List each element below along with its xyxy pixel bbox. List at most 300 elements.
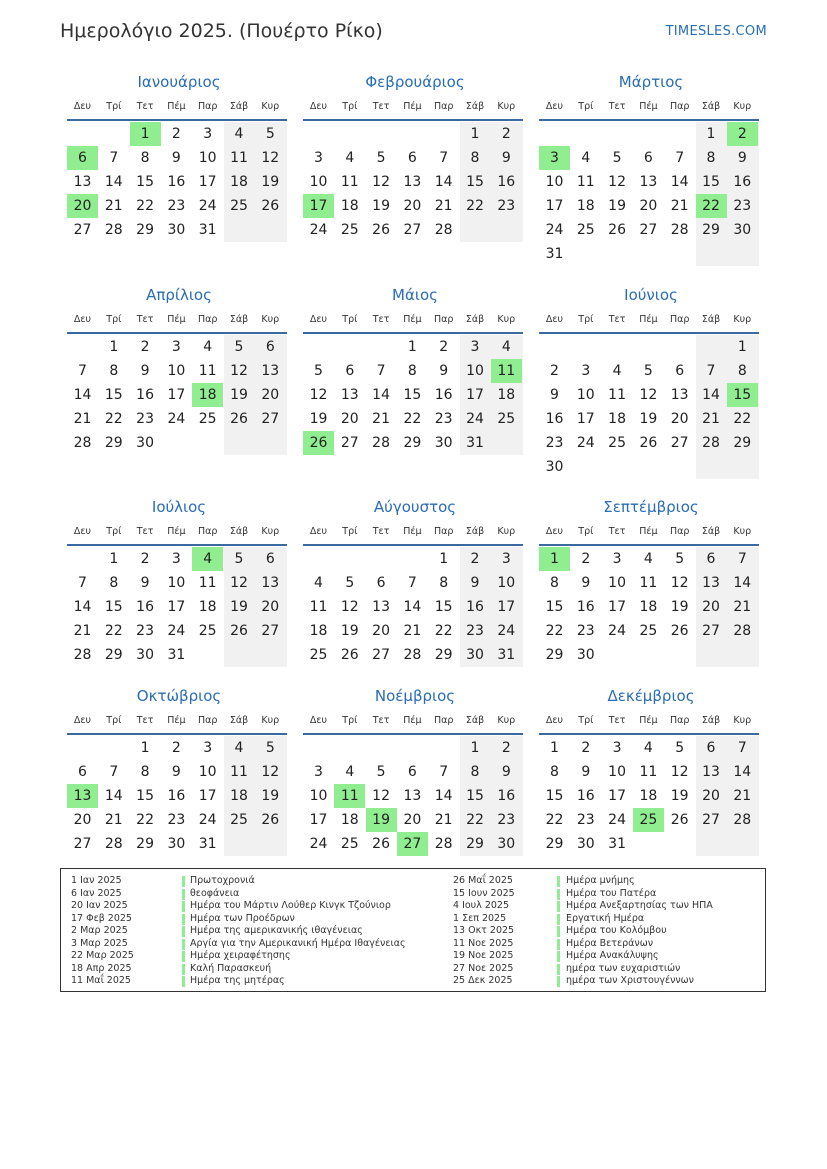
day-cell: 3 bbox=[314, 764, 323, 780]
day-cell: 31 bbox=[167, 647, 186, 663]
day-cell: 28 bbox=[434, 222, 453, 238]
day-cell: 12 bbox=[670, 575, 689, 591]
day-cell: 20 bbox=[639, 198, 658, 214]
day-cell: 2 bbox=[439, 339, 449, 355]
day-cell: 10 bbox=[497, 575, 516, 591]
day-cell: 24 bbox=[608, 812, 626, 828]
weekday-label: Σάβ bbox=[465, 715, 485, 726]
day-cell: 11 bbox=[639, 575, 658, 591]
legend-holiday-name: Ημέρα Ανακάλυψης bbox=[566, 950, 659, 961]
day-cell: 15 bbox=[466, 174, 484, 190]
day-cell: 26 bbox=[261, 812, 280, 828]
legend-date: 1 Ιαν 2025 bbox=[71, 875, 122, 886]
day-cell: 2 bbox=[140, 551, 150, 567]
day-cell: 4 bbox=[314, 575, 323, 591]
day-cell: 8 bbox=[706, 150, 716, 166]
day-cell: 14 bbox=[733, 764, 752, 780]
day-cell: 21 bbox=[372, 411, 390, 427]
day-cell: 27 bbox=[73, 836, 92, 852]
day-cell: 4 bbox=[643, 740, 653, 756]
day-cell: 15 bbox=[466, 788, 484, 804]
day-cell: 25 bbox=[230, 198, 248, 214]
month-divider bbox=[539, 733, 759, 735]
day-cell: 8 bbox=[140, 150, 150, 166]
legend-holiday-name: Αργία για την Αμερικανική Ημέρα Ιθαγένειας bbox=[190, 937, 406, 949]
day-cell: 8 bbox=[109, 363, 119, 379]
legend-marker bbox=[182, 951, 185, 962]
holiday-cell: 27 bbox=[397, 832, 428, 856]
day-cell: 3 bbox=[470, 339, 480, 355]
day-cell: 15 bbox=[434, 599, 453, 615]
weekday-label: Τετ bbox=[136, 101, 154, 112]
legend-marker bbox=[182, 876, 185, 887]
weekday-label: Κυρ bbox=[261, 526, 280, 537]
day-cell: 15 bbox=[104, 599, 123, 615]
weekday-label: Σάβ bbox=[229, 526, 249, 537]
day-cell: 2 bbox=[581, 551, 591, 567]
day-cell: 22 bbox=[104, 623, 123, 639]
day-cell: 25 bbox=[309, 647, 328, 663]
month-divider bbox=[67, 733, 287, 735]
legend-holiday-name: Εργατική Ημέρα bbox=[566, 912, 645, 924]
day-cell: 5 bbox=[265, 126, 275, 142]
day-cell: 19 bbox=[230, 387, 248, 403]
month-name: Νοέμβριος bbox=[374, 687, 456, 705]
weekday-label: Κυρ bbox=[261, 101, 280, 112]
day-cell: 15 bbox=[545, 788, 564, 804]
day-cell: 26 bbox=[639, 435, 658, 451]
legend-holiday-name: Ημέρα του Κολόμβου bbox=[566, 925, 667, 936]
weekday-label: Σάβ bbox=[465, 314, 485, 325]
day-cell: 1 bbox=[140, 740, 150, 756]
day-cell: 26 bbox=[372, 836, 390, 852]
day-cell: 26 bbox=[372, 222, 390, 238]
day-cell: 22 bbox=[403, 411, 422, 427]
day-cell: 7 bbox=[737, 740, 747, 756]
day-cell: 28 bbox=[104, 222, 123, 238]
weekday-label: Παρ bbox=[433, 101, 454, 112]
holiday-cell: 6 bbox=[67, 146, 98, 170]
day-cell: 31 bbox=[198, 836, 217, 852]
month-name: Απρίλιος bbox=[146, 286, 212, 304]
day-cell: 21 bbox=[434, 812, 453, 828]
day-cell: 18 bbox=[497, 387, 516, 403]
day-cell: 17 bbox=[167, 387, 186, 403]
day-cell: 30 bbox=[136, 435, 154, 451]
holiday-cell: 3 bbox=[539, 146, 570, 170]
day-cell: 21 bbox=[73, 411, 92, 427]
day-cell: 20 bbox=[73, 812, 92, 828]
weekday-label: Σάβ bbox=[701, 715, 721, 726]
day-cell: 24 bbox=[198, 198, 217, 214]
legend-holiday-name: Ημέρα των Προέδρων bbox=[190, 912, 295, 924]
day-cell: 23 bbox=[136, 623, 154, 639]
day-cell: 28 bbox=[403, 647, 422, 663]
day-cell: 25 bbox=[608, 435, 626, 451]
day-cell: 2 bbox=[550, 363, 559, 379]
day-cell: 5 bbox=[376, 150, 386, 166]
day-cell: 14 bbox=[702, 387, 720, 403]
day-cell: 24 bbox=[576, 435, 595, 451]
day-cell: 20 bbox=[403, 812, 422, 828]
day-cell: 4 bbox=[234, 740, 244, 756]
legend-marker bbox=[557, 876, 560, 887]
weekday-label: Σάβ bbox=[465, 101, 485, 112]
day-cell: 29 bbox=[702, 222, 720, 238]
weekday-label: Κυρ bbox=[497, 314, 516, 325]
day-cell: 27 bbox=[372, 647, 390, 663]
legend-date: 2 Μαρ 2025 bbox=[71, 925, 128, 936]
day-cell: 3 bbox=[581, 363, 591, 379]
legend-date: 18 Απρ 2025 bbox=[71, 962, 132, 974]
day-cell: 30 bbox=[434, 435, 453, 451]
day-cell: 19 bbox=[261, 174, 280, 190]
day-cell: 13 bbox=[702, 764, 720, 780]
day-cell: 4 bbox=[612, 363, 622, 379]
day-cell: 24 bbox=[198, 812, 217, 828]
weekday-label: Δευ bbox=[545, 314, 564, 325]
weekday-label: Δευ bbox=[545, 715, 564, 726]
holiday-cell: 11 bbox=[334, 784, 365, 808]
day-cell: 5 bbox=[265, 740, 275, 756]
day-cell: 28 bbox=[434, 836, 453, 852]
day-cell: 21 bbox=[434, 198, 453, 214]
day-cell: 7 bbox=[78, 575, 87, 591]
month-name: Ιούνιος bbox=[624, 286, 678, 304]
day-cell: 17 bbox=[309, 812, 328, 828]
day-cell: 11 bbox=[309, 599, 328, 615]
weekday-label: Κυρ bbox=[733, 101, 752, 112]
day-cell: 31 bbox=[466, 435, 484, 451]
day-cell: 15 bbox=[136, 788, 154, 804]
day-cell: 20 bbox=[702, 788, 720, 804]
legend-date: 1 Σεπ 2025 bbox=[453, 912, 507, 924]
weekday-label: Παρ bbox=[197, 715, 218, 726]
legend-marker bbox=[557, 901, 560, 912]
holiday-cell: 4 bbox=[192, 547, 223, 571]
day-cell: 28 bbox=[372, 435, 390, 451]
day-cell: 11 bbox=[608, 387, 626, 403]
day-cell: 22 bbox=[136, 812, 154, 828]
day-cell: 24 bbox=[545, 222, 564, 238]
day-cell: 9 bbox=[470, 575, 480, 591]
day-cell: 5 bbox=[675, 740, 685, 756]
month-divider bbox=[539, 332, 759, 334]
day-cell: 9 bbox=[550, 387, 559, 403]
day-cell: 15 bbox=[136, 174, 154, 190]
day-cell: 3 bbox=[612, 551, 622, 567]
day-cell: 24 bbox=[497, 623, 516, 639]
weekday-label: Πέμ bbox=[639, 715, 658, 726]
day-cell: 30 bbox=[733, 222, 752, 238]
day-cell: 28 bbox=[702, 435, 720, 451]
day-cell: 12 bbox=[608, 174, 626, 190]
weekday-label: Τρί bbox=[578, 314, 594, 325]
day-cell: 29 bbox=[466, 836, 484, 852]
day-cell: 13 bbox=[403, 788, 422, 804]
day-cell: 14 bbox=[403, 599, 422, 615]
legend-holiday-name: Ημέρα του Μάρτιν Λούθερ Κινγκ Τζούνιορ bbox=[190, 900, 391, 911]
day-cell: 6 bbox=[706, 740, 716, 756]
legend-marker bbox=[557, 964, 560, 975]
legend-date: 25 Δεκ 2025 bbox=[453, 975, 513, 986]
day-cell: 30 bbox=[136, 647, 154, 663]
day-cell: 4 bbox=[345, 150, 355, 166]
day-cell: 18 bbox=[230, 788, 248, 804]
day-cell: 1 bbox=[470, 126, 480, 142]
day-cell: 12 bbox=[230, 575, 248, 591]
day-cell: 24 bbox=[608, 623, 626, 639]
day-cell: 19 bbox=[670, 599, 689, 615]
day-cell: 21 bbox=[733, 788, 752, 804]
weekday-label: Τρί bbox=[342, 314, 358, 325]
holiday-cell: 22 bbox=[696, 194, 727, 218]
weekday-label: Τετ bbox=[608, 101, 626, 112]
day-cell: 14 bbox=[434, 788, 453, 804]
day-cell: 22 bbox=[545, 812, 564, 828]
day-cell: 6 bbox=[675, 363, 685, 379]
month-divider bbox=[67, 119, 287, 121]
day-cell: 10 bbox=[198, 150, 217, 166]
day-cell: 10 bbox=[545, 174, 564, 190]
day-cell: 17 bbox=[466, 387, 484, 403]
holiday-cell: 13 bbox=[67, 784, 98, 808]
day-cell: 8 bbox=[550, 575, 559, 591]
day-cell: 23 bbox=[167, 812, 186, 828]
day-cell: 6 bbox=[643, 150, 653, 166]
day-cell: 13 bbox=[261, 363, 280, 379]
weekday-label: Δευ bbox=[73, 101, 92, 112]
day-cell: 12 bbox=[372, 174, 390, 190]
legend-holiday-name: Ημέρα της μητέρας bbox=[190, 975, 285, 986]
day-cell: 29 bbox=[403, 435, 422, 451]
legend-marker bbox=[557, 889, 560, 900]
holiday-cell: 19 bbox=[366, 808, 397, 832]
legend-marker bbox=[557, 939, 560, 950]
day-cell: 5 bbox=[675, 551, 685, 567]
day-cell: 14 bbox=[73, 599, 92, 615]
day-cell: 14 bbox=[670, 174, 689, 190]
month-divider bbox=[303, 332, 523, 334]
day-cell: 5 bbox=[234, 551, 244, 567]
month-divider bbox=[303, 119, 523, 121]
weekday-label: Σάβ bbox=[701, 526, 721, 537]
month-divider bbox=[67, 544, 287, 546]
weekday-label: Τρί bbox=[106, 715, 122, 726]
day-cell: 9 bbox=[171, 150, 181, 166]
month-name: Οκτώβριος bbox=[136, 687, 222, 705]
day-cell: 30 bbox=[167, 222, 186, 238]
day-cell: 17 bbox=[198, 788, 217, 804]
holiday-cell: 11 bbox=[491, 359, 522, 383]
weekday-label: Τετ bbox=[372, 715, 390, 726]
day-cell: 22 bbox=[466, 812, 484, 828]
day-cell: 2 bbox=[140, 339, 150, 355]
day-cell: 11 bbox=[230, 150, 248, 166]
day-cell: 7 bbox=[706, 363, 716, 379]
month-divider bbox=[539, 544, 759, 546]
weekday-label: Κυρ bbox=[261, 314, 280, 325]
day-cell: 21 bbox=[104, 198, 123, 214]
month-divider bbox=[67, 332, 287, 334]
day-cell: 14 bbox=[733, 575, 752, 591]
day-cell: 26 bbox=[670, 812, 689, 828]
weekday-label: Κυρ bbox=[733, 314, 752, 325]
day-cell: 20 bbox=[340, 411, 359, 427]
day-cell: 9 bbox=[737, 150, 747, 166]
legend-marker bbox=[557, 914, 560, 925]
weekday-label: Σάβ bbox=[229, 715, 249, 726]
day-cell: 8 bbox=[109, 575, 119, 591]
day-cell: 23 bbox=[167, 198, 186, 214]
day-cell: 1 bbox=[550, 740, 559, 756]
weekday-label: Δευ bbox=[309, 526, 328, 537]
day-cell: 23 bbox=[466, 623, 484, 639]
holiday-cell: 26 bbox=[303, 431, 334, 455]
weekday-label: Τετ bbox=[608, 314, 626, 325]
weekday-label: Δευ bbox=[309, 101, 328, 112]
day-cell: 30 bbox=[167, 836, 186, 852]
day-cell: 13 bbox=[670, 387, 689, 403]
day-cell: 1 bbox=[109, 551, 119, 567]
day-cell: 3 bbox=[171, 339, 181, 355]
day-cell: 9 bbox=[171, 764, 181, 780]
weekday-label: Πέμ bbox=[403, 314, 422, 325]
day-cell: 25 bbox=[198, 411, 217, 427]
day-cell: 2 bbox=[470, 551, 480, 567]
day-cell: 7 bbox=[439, 764, 449, 780]
weekday-label: Τετ bbox=[608, 715, 626, 726]
day-cell: 21 bbox=[702, 411, 720, 427]
day-cell: 7 bbox=[439, 150, 449, 166]
weekday-label: Πέμ bbox=[167, 314, 186, 325]
day-cell: 8 bbox=[470, 150, 480, 166]
day-cell: 14 bbox=[104, 174, 123, 190]
day-cell: 31 bbox=[545, 246, 564, 262]
day-cell: 10 bbox=[466, 363, 484, 379]
day-cell: 25 bbox=[340, 836, 359, 852]
day-cell: 9 bbox=[140, 575, 150, 591]
day-cell: 26 bbox=[261, 198, 280, 214]
holiday-cell: 2 bbox=[727, 122, 758, 146]
day-cell: 7 bbox=[376, 363, 386, 379]
holiday-cell: 1 bbox=[130, 122, 161, 146]
day-cell: 9 bbox=[501, 150, 511, 166]
legend-date: 4 Ιουλ 2025 bbox=[453, 900, 509, 911]
legend-marker bbox=[182, 914, 185, 925]
day-cell: 17 bbox=[545, 198, 564, 214]
legend-date: 27 Νοε 2025 bbox=[453, 962, 514, 974]
day-cell: 2 bbox=[501, 126, 511, 142]
day-cell: 12 bbox=[372, 788, 390, 804]
legend-date: 20 Ιαν 2025 bbox=[71, 900, 128, 911]
day-cell: 12 bbox=[340, 599, 359, 615]
day-cell: 6 bbox=[407, 150, 417, 166]
day-cell: 26 bbox=[670, 623, 689, 639]
weekday-label: Παρ bbox=[669, 101, 690, 112]
weekday-label: Κυρ bbox=[497, 526, 516, 537]
day-cell: 18 bbox=[340, 812, 359, 828]
day-cell: 9 bbox=[140, 363, 150, 379]
day-cell: 17 bbox=[497, 599, 516, 615]
day-cell: 27 bbox=[340, 435, 359, 451]
day-cell: 26 bbox=[230, 411, 248, 427]
day-cell: 20 bbox=[670, 411, 689, 427]
day-cell: 24 bbox=[167, 623, 186, 639]
day-cell: 24 bbox=[309, 222, 328, 238]
day-cell: 27 bbox=[73, 222, 92, 238]
legend-holiday-name: Καλή Παρασκευή bbox=[190, 962, 272, 974]
day-cell: 21 bbox=[670, 198, 689, 214]
legend-date: 22 Μαρ 2025 bbox=[71, 950, 134, 961]
site-link[interactable]: TIMESLES.COM bbox=[665, 24, 767, 39]
day-cell: 5 bbox=[234, 339, 244, 355]
day-cell: 7 bbox=[109, 150, 119, 166]
weekday-label: Πέμ bbox=[403, 715, 422, 726]
day-cell: 23 bbox=[434, 411, 453, 427]
weekday-label: Πέμ bbox=[639, 101, 658, 112]
day-cell: 8 bbox=[140, 764, 150, 780]
day-cell: 12 bbox=[639, 387, 658, 403]
day-cell: 21 bbox=[104, 812, 123, 828]
day-cell: 8 bbox=[407, 363, 417, 379]
day-cell: 9 bbox=[581, 575, 591, 591]
day-cell: 15 bbox=[702, 174, 720, 190]
day-cell: 4 bbox=[643, 551, 653, 567]
day-cell: 20 bbox=[403, 198, 422, 214]
day-cell: 14 bbox=[73, 387, 92, 403]
day-cell: 30 bbox=[497, 836, 516, 852]
day-cell: 24 bbox=[167, 411, 186, 427]
day-cell: 8 bbox=[737, 363, 747, 379]
day-cell: 29 bbox=[136, 222, 154, 238]
legend-date: 11 Νοε 2025 bbox=[453, 937, 514, 949]
day-cell: 19 bbox=[309, 411, 328, 427]
day-cell: 4 bbox=[203, 339, 213, 355]
weekday-label: Πέμ bbox=[167, 715, 186, 726]
weekday-label: Παρ bbox=[669, 715, 690, 726]
weekday-label: Σάβ bbox=[701, 101, 721, 112]
day-cell: 30 bbox=[466, 647, 484, 663]
day-cell: 16 bbox=[576, 599, 595, 615]
holiday-cell: 20 bbox=[67, 194, 98, 218]
day-cell: 4 bbox=[501, 339, 511, 355]
day-cell: 13 bbox=[261, 575, 280, 591]
weekday-label: Τρί bbox=[342, 715, 358, 726]
legend-holiday-name: Πρωτοχρονιά bbox=[190, 875, 255, 886]
legend-holiday-name: Ημέρα Βετεράνων bbox=[566, 937, 654, 949]
day-cell: 21 bbox=[403, 623, 422, 639]
day-cell: 8 bbox=[470, 764, 480, 780]
day-cell: 11 bbox=[230, 764, 248, 780]
day-cell: 27 bbox=[670, 435, 689, 451]
day-cell: 18 bbox=[230, 174, 248, 190]
day-cell: 5 bbox=[612, 150, 622, 166]
day-cell: 19 bbox=[608, 198, 626, 214]
day-cell: 31 bbox=[497, 647, 516, 663]
day-cell: 14 bbox=[104, 788, 123, 804]
weekday-label: Σάβ bbox=[229, 314, 249, 325]
legend-marker bbox=[557, 926, 560, 937]
weekday-label: Παρ bbox=[197, 314, 218, 325]
weekday-label: Τετ bbox=[608, 526, 626, 537]
day-cell: 10 bbox=[198, 764, 217, 780]
day-cell: 28 bbox=[733, 812, 752, 828]
weekday-label: Δευ bbox=[545, 526, 564, 537]
holiday-legend bbox=[60, 868, 766, 992]
day-cell: 13 bbox=[702, 575, 720, 591]
legend-marker bbox=[182, 889, 185, 900]
